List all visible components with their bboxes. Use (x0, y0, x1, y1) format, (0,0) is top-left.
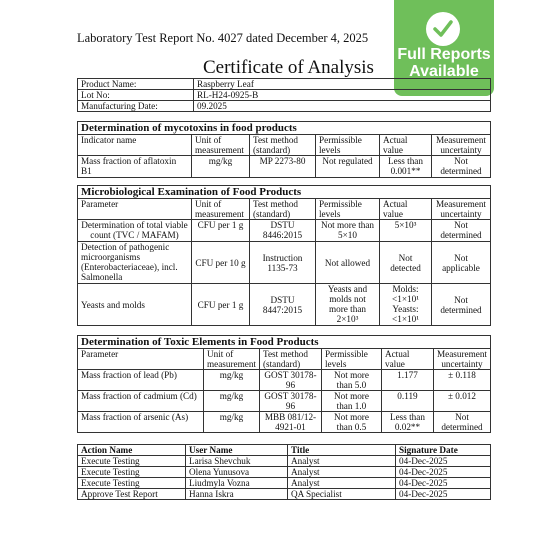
column-header: Unit of measurement (192, 135, 250, 156)
cell: Not determined (433, 412, 490, 433)
cell: Not more than 0.5 (321, 412, 381, 433)
cell: 04-Dec-2025 (396, 456, 491, 467)
cell: 04-Dec-2025 (396, 478, 491, 489)
microbiological-table (77, 185, 491, 326)
section-title: Microbiological Examination of Food Products (78, 186, 491, 199)
cell: Larisa Shevchuk (186, 456, 288, 467)
column-header: User Name (186, 445, 288, 456)
info-row (78, 90, 491, 101)
cell: Not determined (432, 156, 491, 178)
cell: mg/kg (204, 412, 260, 433)
cell: CFU per 1 g (192, 220, 250, 242)
info-row (78, 101, 491, 112)
cell: Not determined (432, 220, 491, 242)
info-value: Raspberry Leaf (194, 79, 491, 90)
cell: Liudmyla Vozna (186, 478, 288, 489)
table-row (78, 284, 491, 326)
toxic-elements-table (77, 335, 491, 433)
cell: Yeasts and molds (78, 284, 192, 326)
cell: Execute Testing (78, 456, 186, 467)
cell: ± 0.118 (433, 370, 490, 391)
table-row (78, 156, 491, 178)
cell: mg/kg (192, 156, 250, 178)
cell: Not allowed (316, 242, 380, 284)
cell: mg/kg (204, 370, 260, 391)
cell: CFU per 10 g (192, 242, 250, 284)
column-header: Permissible levels (316, 135, 380, 156)
cell: DSTU 8447:2015 (250, 284, 316, 326)
cell: Mass fraction of aflatoxin B1 (78, 156, 192, 178)
cell: GOST 30178-96 (259, 391, 321, 412)
cell: mg/kg (204, 391, 260, 412)
cell: Not regulated (316, 156, 380, 178)
cell: Molds: <1×10¹ Yeasts: <1×10¹ (380, 284, 432, 326)
column-header: Unit of measurement (192, 199, 250, 220)
cell: Hanna Iskra (186, 489, 288, 500)
cell: Less than 0.02** (381, 412, 433, 433)
column-header: Actual value (380, 135, 432, 156)
table-row (78, 489, 491, 500)
column-header: Permissible levels (316, 199, 380, 220)
info-label: Manufacturing Date: (78, 101, 194, 112)
cell: Less than 0.001** (380, 156, 432, 178)
column-header: Action Name (78, 445, 186, 456)
column-header: Permissible levels (321, 349, 381, 370)
cell: Olena Yunusova (186, 467, 288, 478)
signatures-table (77, 444, 491, 500)
cell: CFU per 1 g (192, 284, 250, 326)
cell: 5×10³ (380, 220, 432, 242)
cell: GOST 30178-96 (259, 370, 321, 391)
table-row (78, 412, 491, 433)
cell: Determination of total viable count (TVC / MAFAM) (78, 220, 192, 242)
table-header-row (78, 445, 491, 456)
certificate-title: Certificate of Analysis (203, 57, 374, 78)
cell: Mass fraction of arsenic (As) (78, 412, 204, 433)
info-label: Product Name: (78, 79, 194, 90)
cell: Execute Testing (78, 478, 186, 489)
cell: 1.177 (381, 370, 433, 391)
cell: Instruction 1135-73 (250, 242, 316, 284)
cell: Analyst (288, 456, 396, 467)
section-title: Determination of Toxic Elements in Food Products (78, 336, 491, 349)
cell: Mass fraction of cadmium (Cd) (78, 391, 204, 412)
column-header: Measurement uncertainty (432, 199, 491, 220)
column-header: Actual value (380, 199, 432, 220)
cell: MP 2273-80 (250, 156, 316, 178)
cell: Not more than 5×10 (316, 220, 380, 242)
cell: Not more than 5.0 (321, 370, 381, 391)
checkmark-icon (426, 12, 460, 46)
column-header: Test method (standard) (250, 199, 316, 220)
table-header-row (78, 349, 491, 370)
table-header-row (78, 135, 491, 156)
badge-line-2: Available (409, 63, 479, 80)
cell: Yeasts and molds not more than 2×10³ (316, 284, 380, 326)
cell: Not determined (432, 284, 491, 326)
column-header: Indicator name (78, 135, 192, 156)
column-header: Parameter (78, 349, 204, 370)
cell: Execute Testing (78, 467, 186, 478)
info-row (78, 79, 491, 90)
table-row (78, 220, 491, 242)
column-header: Measurement uncertainty (432, 135, 491, 156)
cell: Detection of pathogenic microorganisms (Enterobacteriaceae), incl. Salmonella (78, 242, 192, 284)
cell: Analyst (288, 478, 396, 489)
cell: Analyst (288, 467, 396, 478)
table-row (78, 456, 491, 467)
cell: 04-Dec-2025 (396, 467, 491, 478)
product-info-table (77, 78, 491, 112)
info-value: RL-H24-0925-B (194, 90, 491, 101)
table-row (78, 391, 491, 412)
column-header: Title (288, 445, 396, 456)
table-row (78, 242, 491, 284)
cell: Not applicable (432, 242, 491, 284)
column-header: Parameter (78, 199, 192, 220)
report-number-line: Laboratory Test Report No. 4027 dated December 4, 2025 (77, 31, 369, 45)
cell: MBB 081/12-4921-01 (259, 412, 321, 433)
cell: Not detected (380, 242, 432, 284)
table-row (78, 370, 491, 391)
column-header: Unit of measurement (204, 349, 260, 370)
table-header-row (78, 199, 491, 220)
table-row (78, 478, 491, 489)
info-value: 09.2025 (194, 101, 491, 112)
cell: 0.119 (381, 391, 433, 412)
badge-line-1: Full Reports (397, 46, 491, 63)
cell: ± 0.012 (433, 391, 490, 412)
cell: QA Specialist (288, 489, 396, 500)
cell: Mass fraction of lead (Pb) (78, 370, 204, 391)
column-header: Test method (standard) (250, 135, 316, 156)
cell: 04-Dec-2025 (396, 489, 491, 500)
column-header: Test method (standard) (259, 349, 321, 370)
info-label: Lot No: (78, 90, 194, 101)
cell: DSTU 8446:2015 (250, 220, 316, 242)
section-title: Determination of mycotoxins in food products (78, 122, 491, 135)
table-row (78, 467, 491, 478)
column-header: Actual value (381, 349, 433, 370)
cell: Not more than 1.0 (321, 391, 381, 412)
mycotoxins-table (77, 121, 491, 178)
column-header: Measurement uncertainty (433, 349, 490, 370)
column-header: Signature Date (396, 445, 491, 456)
cell: Approve Test Report (78, 489, 186, 500)
